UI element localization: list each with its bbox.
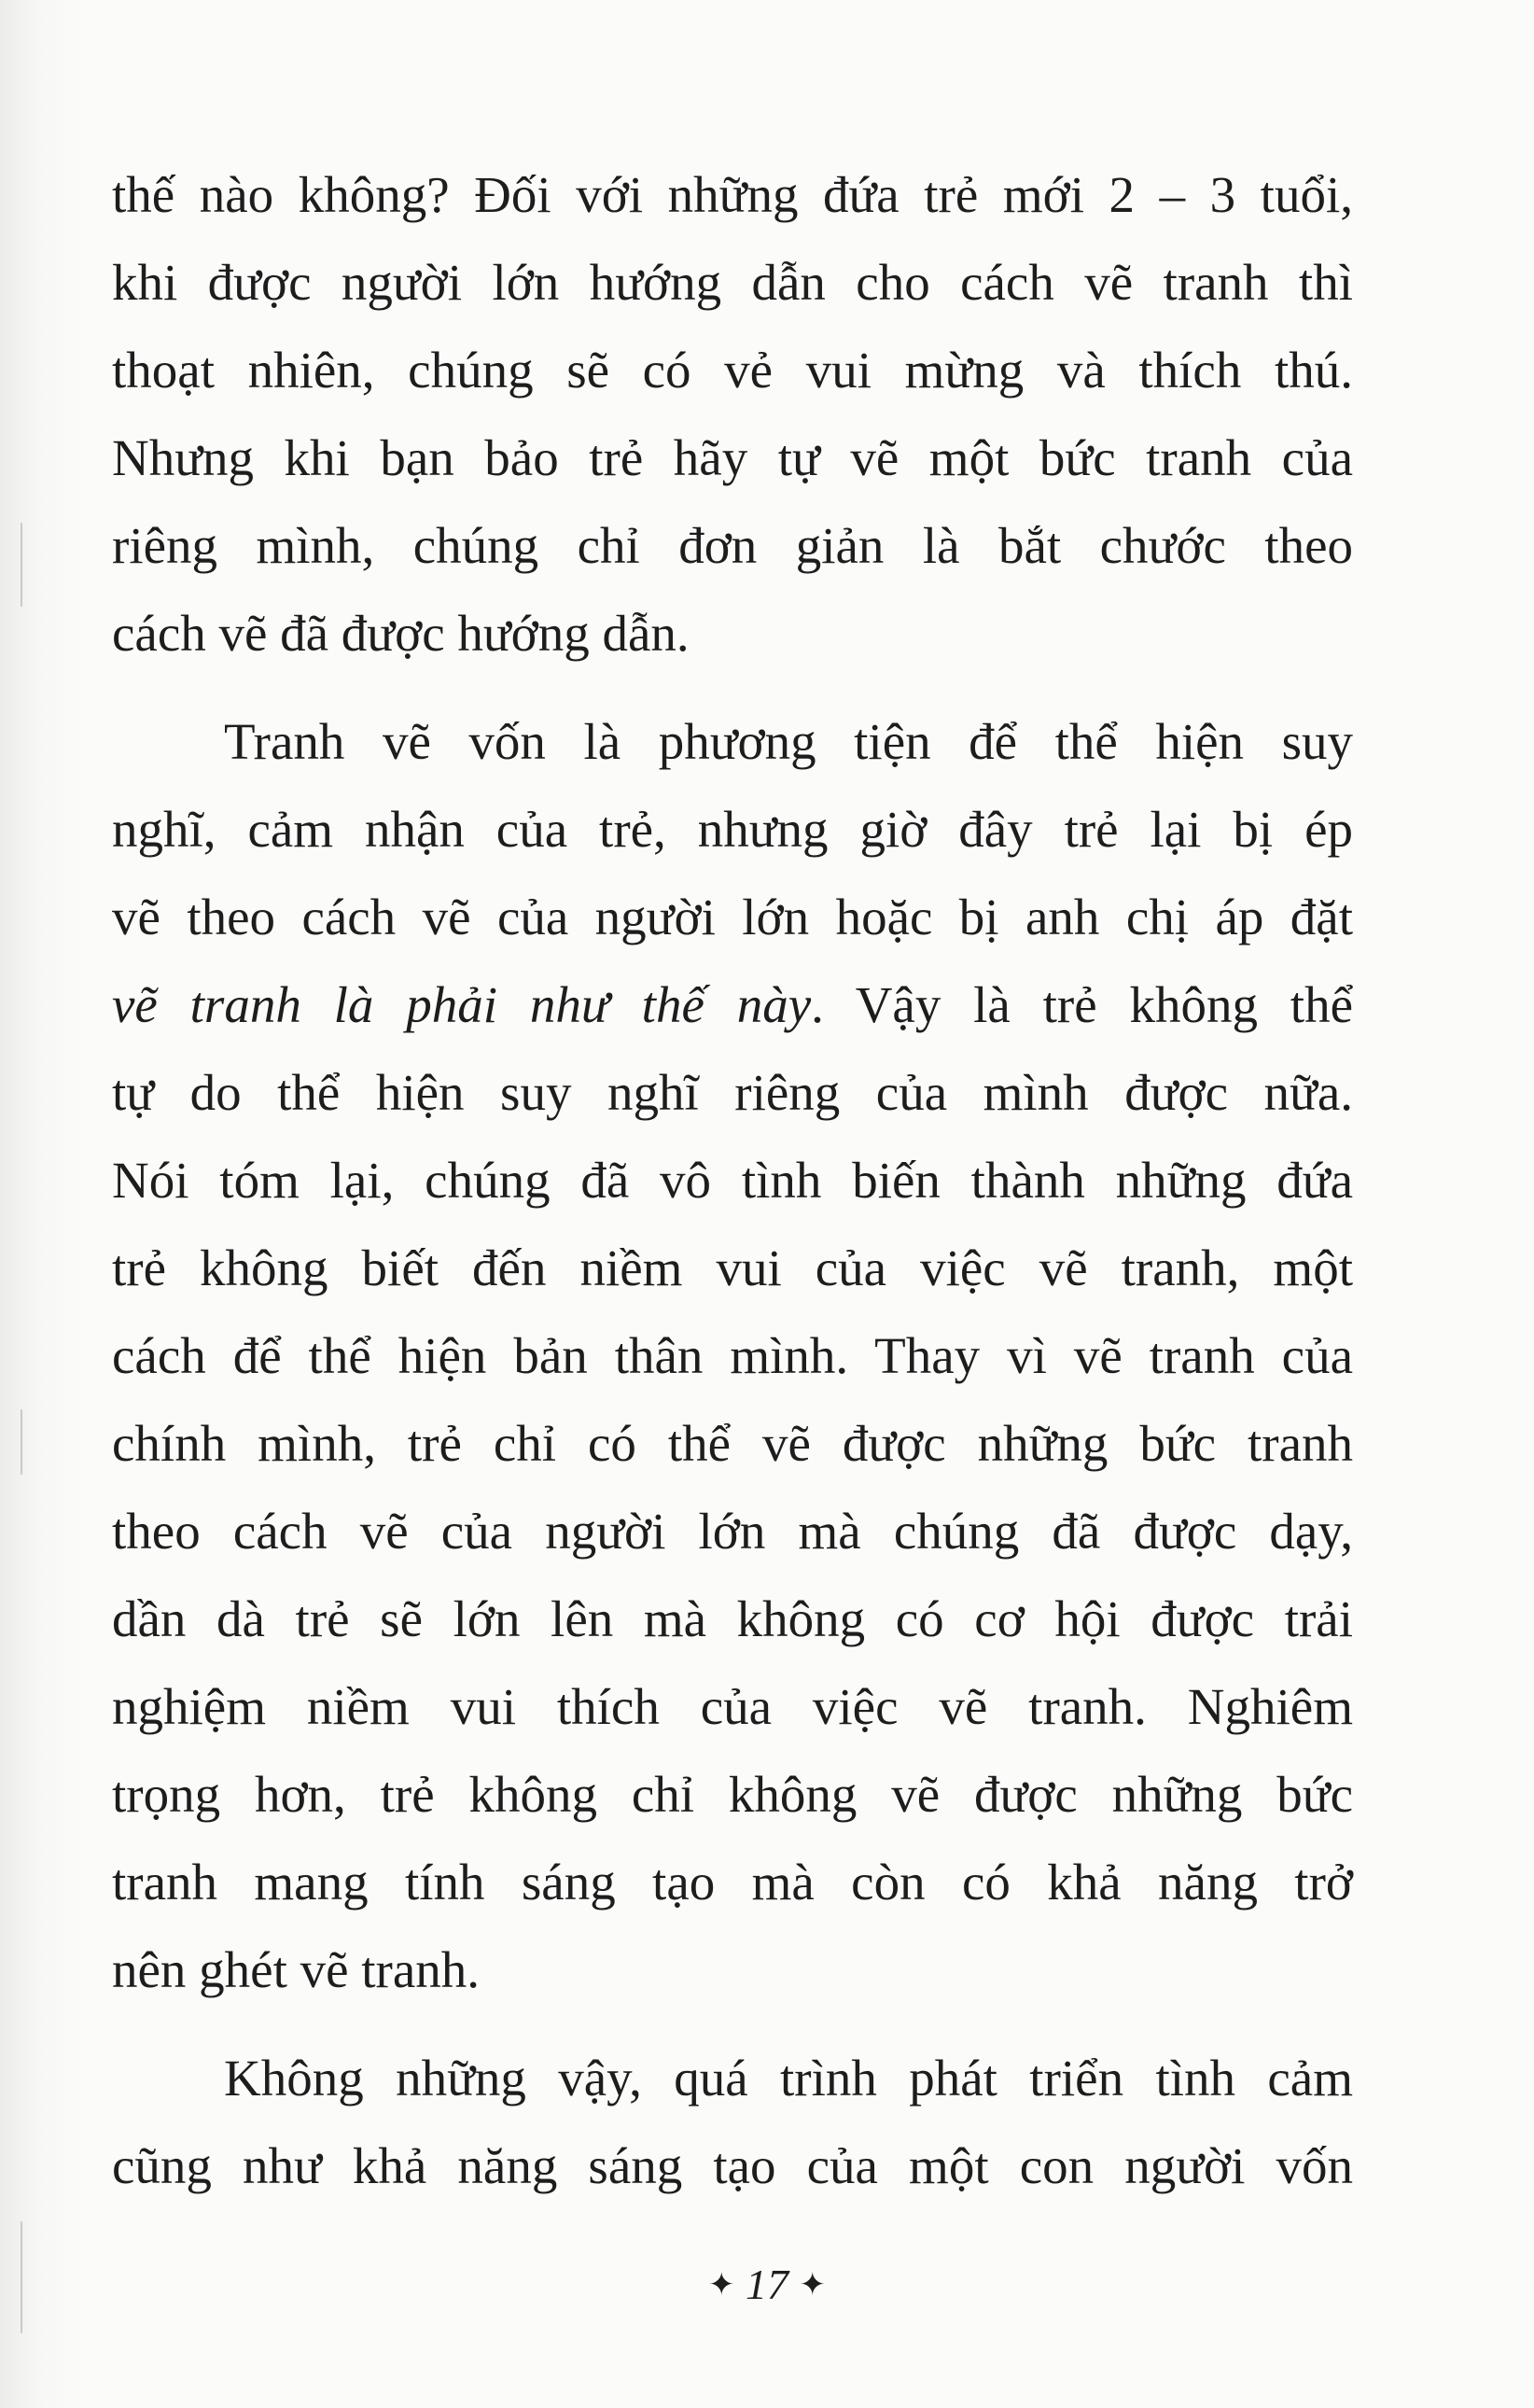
text-line: Tranh vẽ vốn là phương tiện để thể hiện suy	[224, 713, 1353, 770]
text-line: tự do thể hiện suy nghĩ riêng của mình được nữa.	[112, 1064, 1353, 1121]
text-line: vẽ theo cách vẽ của người lớn hoặc bị anh chị áp đặt	[112, 889, 1353, 945]
page-gutter-shadow	[0, 0, 84, 2408]
italic-phrase: vẽ tranh là phải như thế này	[112, 976, 812, 1033]
page-number-footer	[0, 2257, 1534, 2314]
text-line: trọng hơn, trẻ không chỉ không vẽ được những bức	[112, 1766, 1353, 1823]
text-line: Nói tóm lại, chúng đã vô tình biến thành những đứa	[112, 1152, 1353, 1209]
text-line: cách để thể hiện bản thân mình. Thay vì vẽ tranh của	[112, 1327, 1353, 1384]
text-line: nên ghét vẽ tranh.	[112, 1941, 481, 1998]
text-line: Không những vậy, quá trình phát triển tình cảm	[224, 2050, 1353, 2107]
text-line-with-emphasis	[112, 961, 1353, 1049]
paragraph-3	[112, 2035, 1353, 2210]
ornament-star-icon: ✦	[708, 2268, 735, 2303]
text-line: khi được người lớn hướng dẫn cho cách vẽ tranh thì	[112, 254, 1353, 311]
text-line: nghiệm niềm vui thích của việc vẽ tranh. Nghiêm	[112, 1678, 1353, 1735]
paragraph-1	[112, 151, 1353, 678]
text-line: chính mình, trẻ chỉ có thể vẽ được những bức tranh	[112, 1415, 1353, 1472]
text-line: Nhưng khi bạn bảo trẻ hãy tự vẽ một bức tranh của	[112, 429, 1353, 486]
text-line: cách vẽ đã được hướng dẫn.	[112, 605, 690, 662]
text-line: tranh mang tính sáng tạo mà còn có khả năng trở	[112, 1854, 1353, 1911]
text-fragment: . Vậy là trẻ không thể	[811, 976, 1354, 1033]
text-line: cũng như khả năng sáng tạo của một con người vốn	[112, 2137, 1353, 2194]
text-line: thoạt nhiên, chúng sẽ có vẻ vui mừng và thích thú.	[112, 342, 1353, 399]
text-line: trẻ không biết đến niềm vui của việc vẽ tranh, một	[112, 1239, 1353, 1296]
body-text	[112, 151, 1353, 2210]
paragraph-2	[112, 698, 1353, 2014]
text-line: nghĩ, cảm nhận của trẻ, nhưng giờ đây trẻ lại bị ép	[112, 801, 1353, 858]
scan-edge-mark	[21, 523, 22, 607]
text-line: riêng mình, chúng chỉ đơn giản là bắt chước theo	[112, 517, 1353, 574]
page-number: 17	[746, 2261, 788, 2308]
ornament-star-icon: ✦	[799, 2268, 826, 2303]
scan-edge-mark	[21, 1409, 22, 1475]
text-line: theo cách vẽ của người lớn mà chúng đã được dạy,	[112, 1503, 1353, 1560]
text-line: thế nào không? Đối với những đứa trẻ mới 2 – 3 tuổi,	[112, 166, 1353, 223]
text-line: dần dà trẻ sẽ lớn lên mà không có cơ hội được trải	[112, 1590, 1353, 1647]
